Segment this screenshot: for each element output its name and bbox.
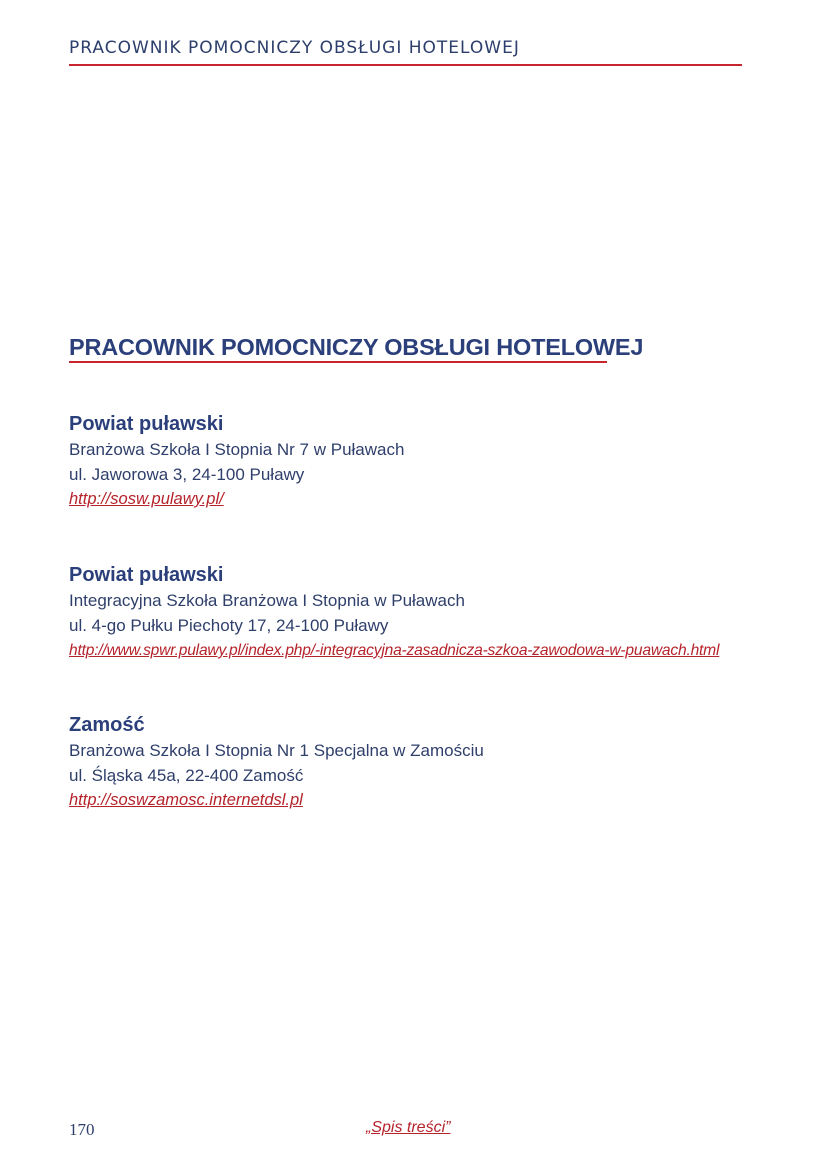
running-header: PRACOWNIK POMOCNICZY OBSŁUGI HOTELOWEJ — [69, 38, 520, 58]
entry-website-link[interactable]: http://sosw.pulawy.pl/ — [69, 490, 224, 508]
header-rule — [69, 64, 742, 66]
entry-website-link[interactable]: http://www.spwr.pulawy.pl/index.php/-integracyjna-zasadnicza-szkoa-zawodowa-w-puawach.html — [69, 642, 720, 659]
entry-region: Zamość — [69, 714, 145, 736]
entry-school-name: Integracyjna Szkoła Branżowa I Stopnia w Puławach — [69, 591, 465, 610]
entry-website-link[interactable]: http://soswzamosc.internetdsl.pl — [69, 791, 303, 809]
entry-address: ul. Jaworowa 3, 24-100 Puławy — [69, 465, 305, 484]
section-title-underline — [69, 361, 607, 363]
section-title: PRACOWNIK POMOCNICZY OBSŁUGI HOTELOWEJ — [69, 334, 644, 360]
entry-address: ul. 4-go Pułku Piechoty 17, 24-100 Puławy — [69, 616, 389, 635]
entry-school-name: Branżowa Szkoła I Stopnia Nr 1 Specjalna w Zamościu — [69, 741, 484, 760]
entry-region: Powiat puławski — [69, 564, 224, 586]
school-entry-1 — [69, 412, 759, 512]
entry-address: ul. Śląska 45a, 22-400 Zamość — [69, 766, 304, 785]
entry-region: Powiat puławski — [69, 413, 224, 435]
school-entry-3 — [69, 713, 759, 813]
table-of-contents-link[interactable]: „Spis treści” — [366, 1119, 451, 1136]
entry-school-name: Branżowa Szkoła I Stopnia Nr 7 w Puławach — [69, 440, 405, 459]
page-number: 170 — [69, 1120, 95, 1139]
school-entry-2 — [69, 563, 759, 663]
